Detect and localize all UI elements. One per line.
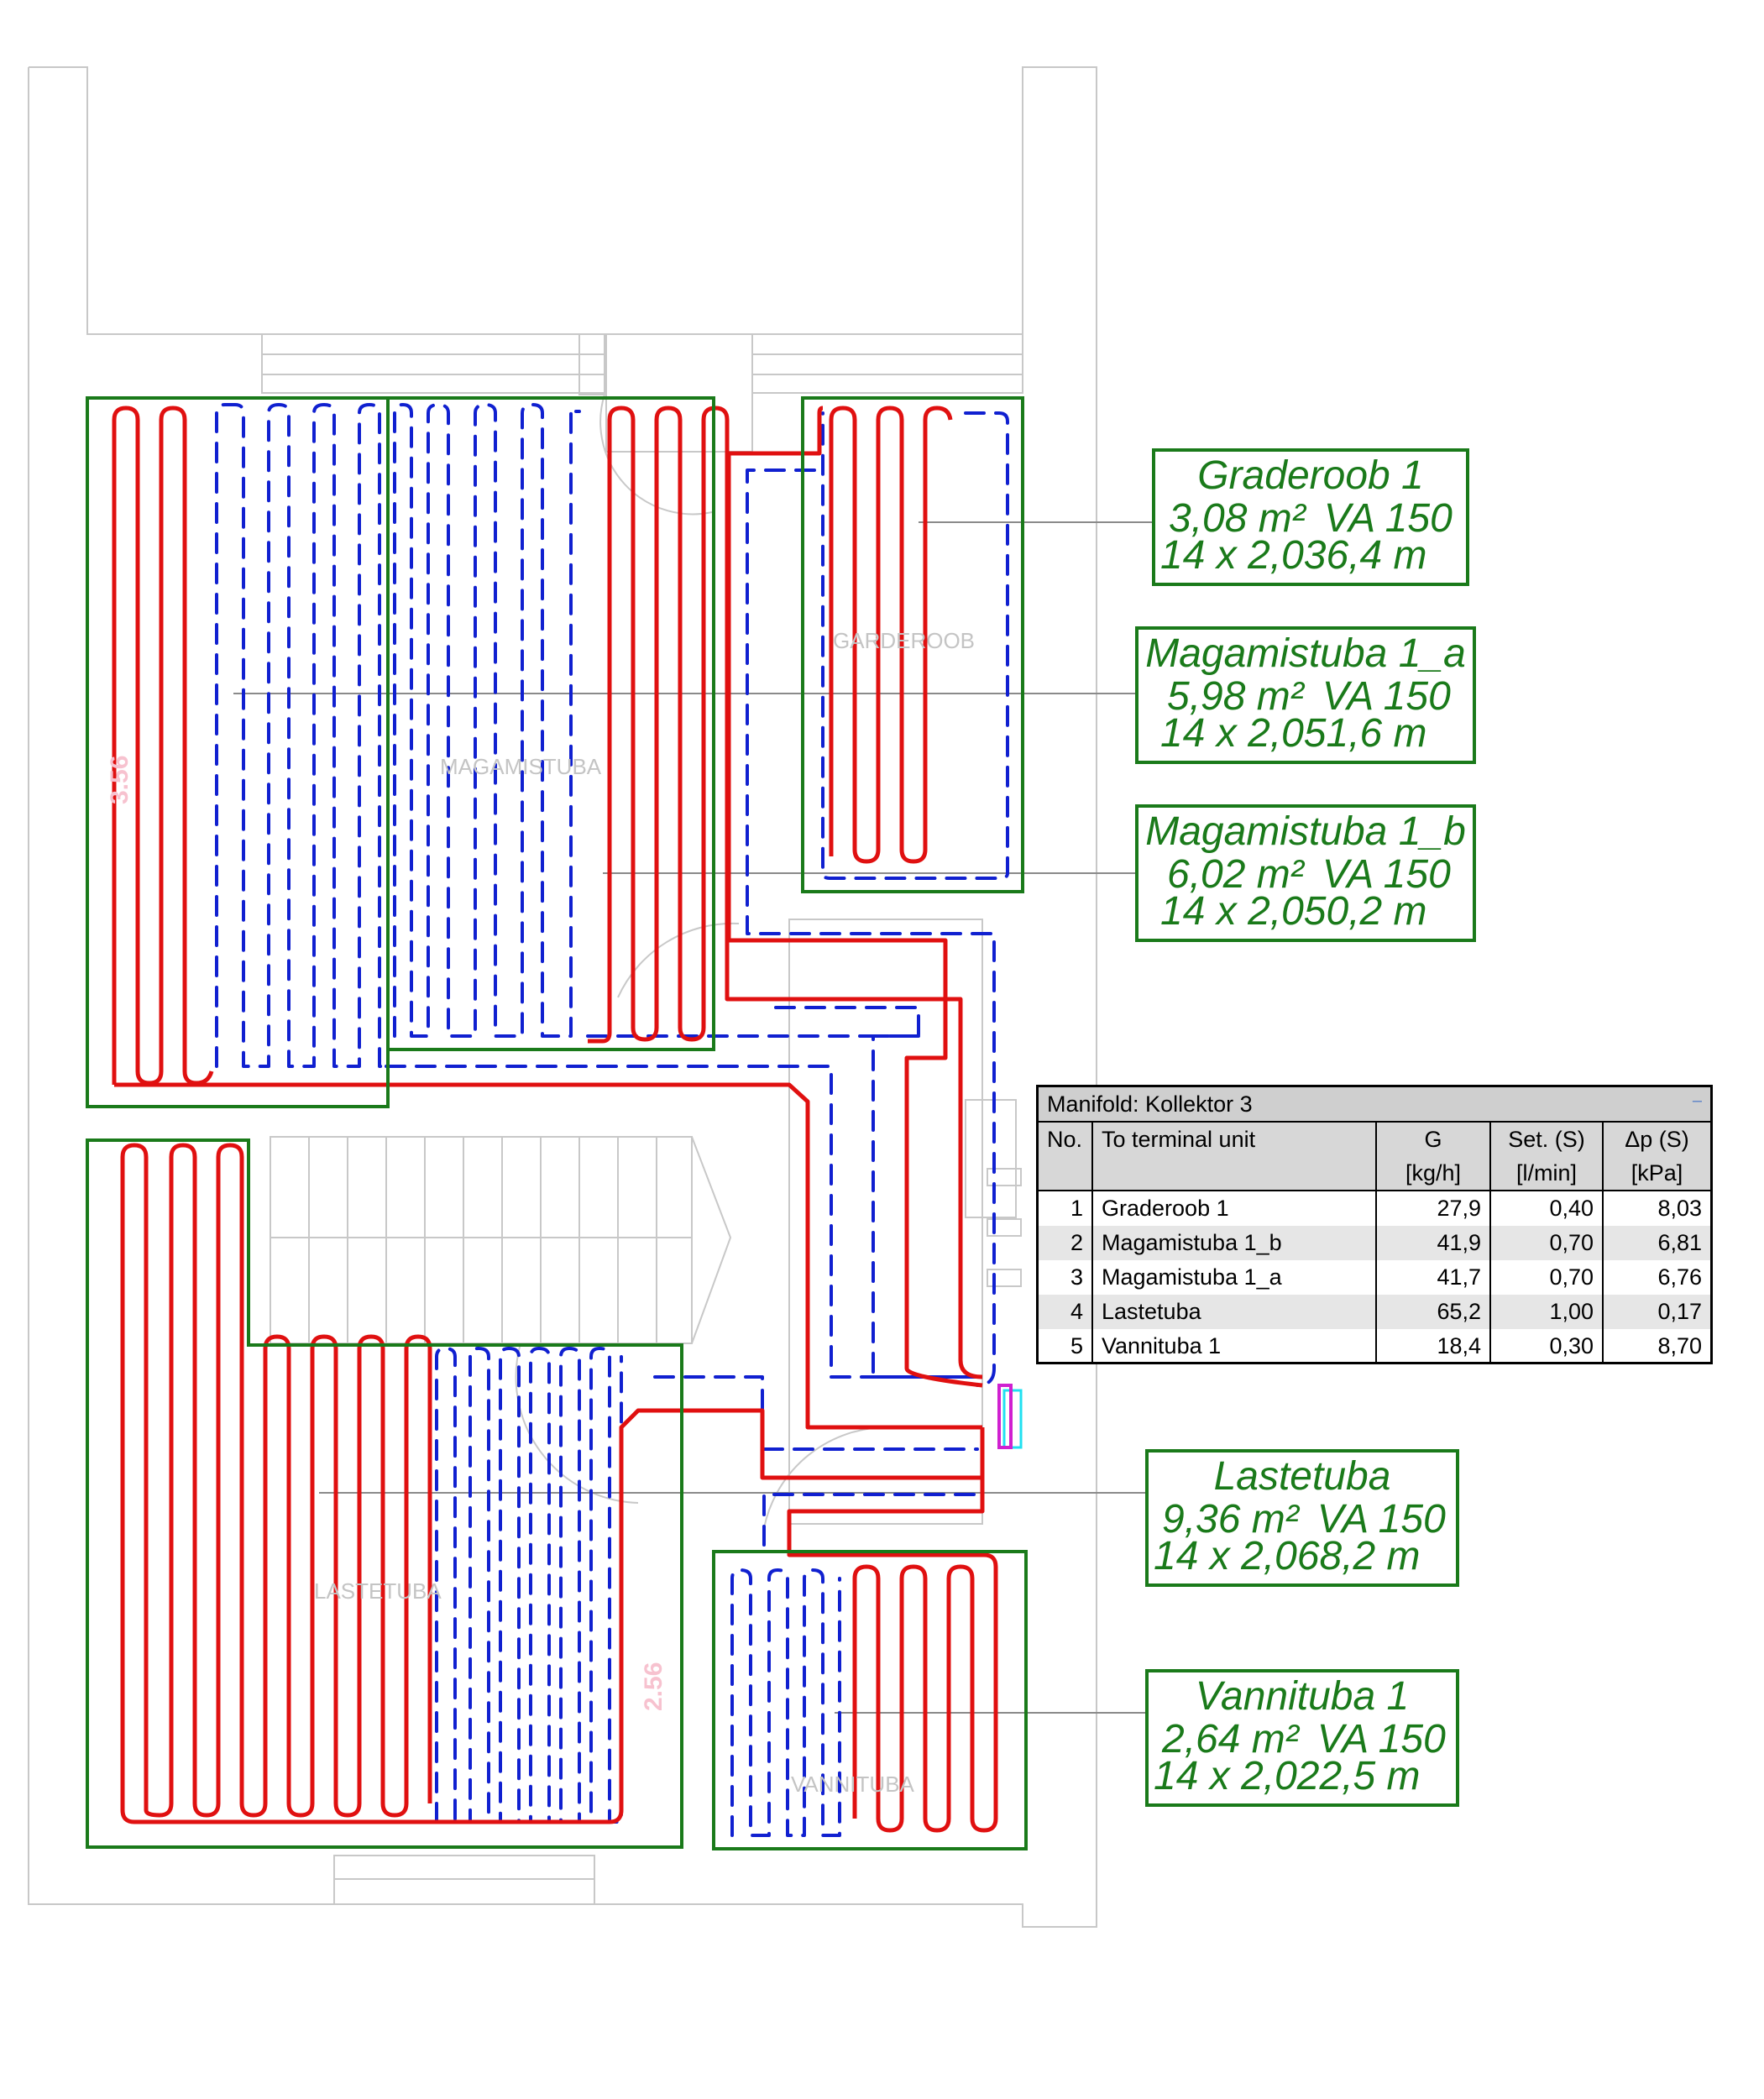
callout-pipe: 14 x 2,0 [1160,533,1304,578]
table-row [1039,1295,1710,1329]
callout-length: 50,2 m [1303,889,1427,934]
minimize-icon[interactable]: – [1692,1091,1702,1110]
callout-magamistuba-1b [1135,804,1476,942]
room-name-lastetuba: LASTETUBA [314,1578,442,1604]
cell-no: 5 [1070,1333,1083,1358]
zone-vannituba-1 [714,1552,1026,1849]
manifold-table [1036,1085,1713,1364]
cell-dp: 6,81 [1603,1226,1710,1260]
cell-dp: 8,70 [1603,1329,1710,1364]
header-units-row [1039,1156,1710,1191]
header-no-unit [1039,1156,1092,1191]
cell-set: 0,70 [1490,1260,1603,1295]
callout-pipe: 14 x 2,0 [1154,1754,1297,1798]
callout-pipe: 14 x 2,0 [1160,889,1304,934]
dimension-kids-width: 2.56 [640,1662,667,1711]
callout-length: 36,4 m [1303,533,1427,578]
manifold-grid [1039,1123,1710,1364]
callout-pipe-line [1160,533,1427,578]
supply-pipes [114,408,996,1830]
cell-unit: Graderoob 1 [1092,1191,1376,1226]
callout-length: 68,2 m [1296,1534,1421,1578]
table-row [1039,1260,1710,1295]
cell-g: 27,9 [1376,1191,1490,1226]
cell-set: 1,00 [1490,1295,1603,1329]
callout-pipe: 14 x 2,0 [1154,1534,1297,1578]
manifold-title-bar [1039,1087,1710,1123]
callout-area: 2,64 m² [1162,1717,1299,1761]
header-no: No. [1047,1127,1083,1152]
cell-unit: Vannituba 1 [1092,1329,1376,1364]
table-row [1039,1226,1710,1260]
callout-length: 51,6 m [1303,711,1427,756]
cell-g: 41,7 [1376,1260,1490,1295]
header-set-unit: [l/min] [1490,1156,1603,1191]
zone-magamistuba-1a [87,398,388,1107]
staircase [270,1137,730,1343]
callout-leaders [233,522,1152,1713]
callout-name: Graderoob 1 [1197,453,1424,498]
room-name-magamistuba: MAGAMISTUBA [440,754,602,779]
callout-area: 9,36 m² [1162,1497,1299,1542]
callout-type: VA 150 [1322,674,1451,719]
header-unit: To terminal unit [1092,1123,1376,1156]
cell-dp: 8,03 [1603,1191,1710,1226]
cell-dp: 0,17 [1603,1295,1710,1329]
callout-name: Magamistuba 1_b [1145,809,1466,854]
cell-dp: 6,76 [1603,1260,1710,1295]
manifold-block [999,1385,1021,1447]
header-row [1039,1123,1710,1156]
header-unit-unit [1092,1156,1376,1191]
callout-type: VA 150 [1322,852,1451,897]
cell-set: 0,30 [1490,1329,1603,1364]
header-set: Set. (S) [1490,1123,1603,1156]
callout-lastetuba [1145,1449,1459,1587]
room-name-vannituba: VANNITUBA [791,1772,914,1797]
header-dp: Δp (S) [1603,1123,1710,1156]
callout-name: Lastetuba [1213,1454,1391,1499]
cell-set: 0,40 [1490,1191,1603,1226]
dimension-bedroom-height: 3.56 [106,755,133,804]
heating-zones [87,398,1026,1849]
header-g-unit: [kg/h] [1376,1156,1490,1191]
cell-no: 2 [1070,1230,1083,1255]
room-name-garderoob: GARDEROOB [833,628,976,653]
callout-area: 3,08 m² [1169,496,1306,541]
cell-g: 65,2 [1376,1295,1490,1329]
callout-area: 5,98 m² [1167,674,1304,719]
callout-magamistuba-1a [1135,626,1476,764]
callout-name: Vannituba 1 [1195,1674,1410,1719]
zone-magamistuba-1b [388,398,714,1050]
callout-pipe-line [1160,889,1427,934]
cell-unit: Magamistuba 1_b [1092,1226,1376,1260]
callout-area: 6,02 m² [1167,852,1304,897]
callout-graderoob-1 [1152,448,1469,586]
header-g: G [1376,1123,1490,1156]
callout-type: VA 150 [1323,496,1453,541]
cell-set: 0,70 [1490,1226,1603,1260]
callout-pipe-line [1154,1536,1421,1577]
manifold-title: Manifold: Kollektor 3 [1047,1091,1253,1117]
callout-pipe-line [1160,711,1427,756]
table-row [1039,1329,1710,1364]
callout-vannituba-1 [1145,1669,1459,1807]
callout-pipe-line [1154,1756,1421,1797]
table-row [1039,1191,1710,1226]
callout-pipe: 14 x 2,0 [1160,711,1304,756]
callout-name: Magamistuba 1_a [1145,631,1466,676]
cell-no: 4 [1070,1299,1083,1324]
callout-type: VA 150 [1316,1497,1446,1542]
cell-no: 1 [1070,1196,1083,1221]
cell-no: 3 [1070,1264,1083,1290]
cell-unit: Lastetuba [1092,1295,1376,1329]
cell-g: 18,4 [1376,1329,1490,1364]
callout-type: VA 150 [1316,1717,1446,1761]
cell-g: 41,9 [1376,1226,1490,1260]
header-dp-unit: [kPa] [1603,1156,1710,1191]
callout-length: 22,5 m [1296,1754,1421,1798]
cell-unit: Magamistuba 1_a [1092,1260,1376,1295]
